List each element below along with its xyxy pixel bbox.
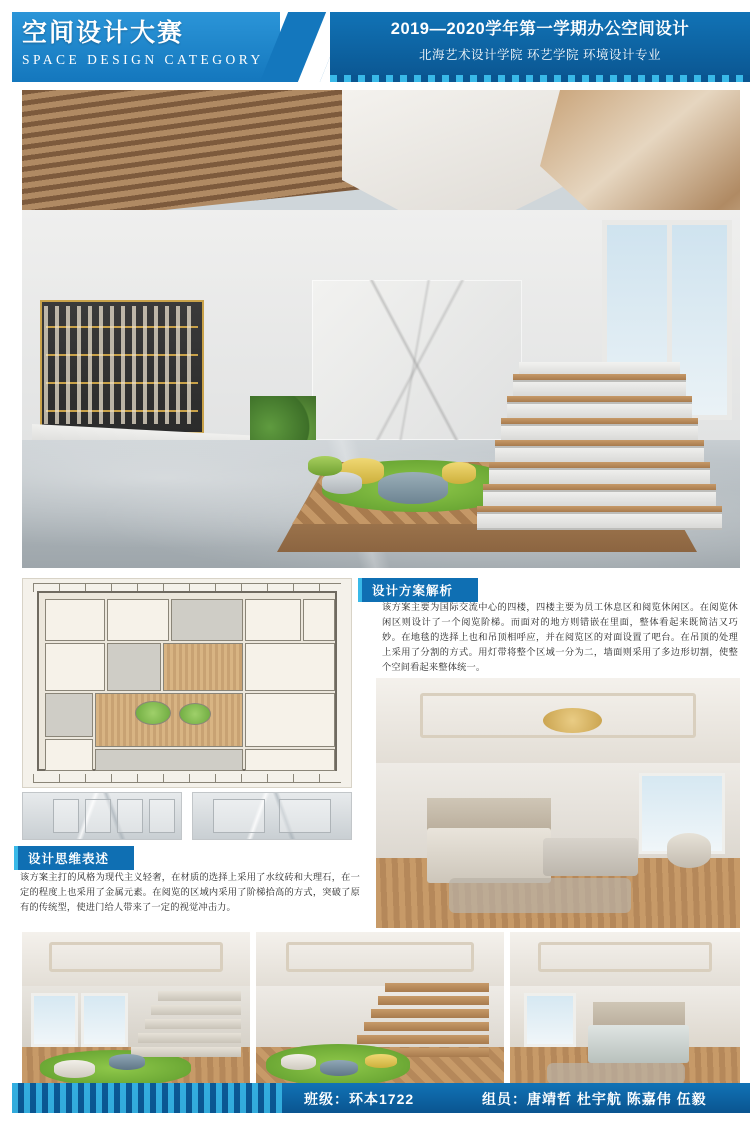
elevation-panel (149, 799, 175, 833)
floor-plan (22, 578, 352, 788)
poster-title-cn: 空间设计大赛 (22, 19, 185, 47)
hero-pouf (378, 472, 448, 504)
elevation-drawing-a (22, 792, 182, 840)
lounge-pouf (109, 1054, 145, 1070)
reading-stairs-rendering (256, 932, 504, 1092)
hero-pouf (308, 456, 342, 476)
class-label: 班级：环本1722 (304, 1091, 415, 1107)
guestroom-rendering (510, 932, 740, 1092)
plan-dimension-bottom (33, 774, 341, 783)
plan-room (245, 749, 335, 771)
bedroom-rug (449, 878, 631, 913)
elevation-panel (53, 799, 79, 833)
elevation-panel (117, 799, 143, 833)
section-text-thinking: 该方案主打的风格为现代主义轻奢，在材质的选择上采用了水纹砖和大理石，在一定的程度上也采用了金属元素。在阅览的区域内采用了阶梯拾高的方式，突破了原有的传统型，使进门给人带来了一定的视觉冲击力。 (20, 872, 360, 912)
guestroom-ceiling (510, 932, 740, 986)
reading-pouf (365, 1054, 397, 1068)
plan-room (245, 643, 335, 691)
hero-ceiling-slats (22, 90, 362, 225)
members-label: 组员：唐靖哲 杜宇航 陈嘉伟 伍毅 (482, 1091, 707, 1107)
plan-room (245, 599, 301, 641)
plan-room (163, 643, 243, 691)
bedroom-rendering (376, 678, 740, 928)
plan-outline (37, 591, 337, 771)
lounge-rendering (22, 932, 250, 1092)
plan-room (45, 643, 105, 691)
plan-room (45, 599, 105, 641)
lounge-pouf (54, 1060, 95, 1078)
hero-rendering (22, 90, 740, 568)
plan-planting (179, 703, 211, 725)
hero-stair-treads-wood (477, 362, 722, 532)
guestroom-rug (547, 1063, 685, 1084)
bedroom-chandelier (543, 708, 601, 733)
plan-room (171, 599, 243, 641)
section-text-scheme: 该方案主要为国际交流中心的四楼，四楼主要为员工休息区和阅览休闲区。在阅览休闲区则设计了一个阅览阶梯。而面对的地方则错嵌在里面，整体看起来既简洁又巧妙。在地毯的选择上也和吊顶相呼应，并在阅览区的对面设置了吧台。在吊顶的处理上采用了分割的方式。用灯带将整个区域一分为二，墙面则采用了多边形切割，使整个空间看起来整体统一。 (382, 602, 738, 672)
reading-stairs (350, 967, 489, 1057)
guestroom-bed (588, 1025, 689, 1063)
header-subtitle-block (330, 12, 750, 82)
header-title-block (12, 12, 280, 82)
reading-pouf (320, 1060, 357, 1076)
guestroom-window (524, 993, 576, 1047)
section-title-scheme: 设计方案解析 (358, 578, 478, 602)
course-title: 2019—2020学年第一学期办公空间设计 (390, 20, 690, 38)
plan-room (95, 693, 243, 747)
school-info: 北海艺术设计学院 环艺学院 环境设计专业 (419, 48, 661, 62)
plan-room (107, 643, 161, 691)
bedroom-sofa (543, 838, 638, 876)
plan-room (245, 693, 335, 747)
plan-planting (135, 701, 171, 725)
lounge-stairs (131, 977, 240, 1057)
plan-room (303, 599, 335, 641)
elevation-panel (213, 799, 265, 833)
reading-pouf (281, 1054, 316, 1070)
hero-pouf (442, 462, 476, 484)
elevation-drawing-b (192, 792, 352, 840)
plan-room (45, 693, 93, 737)
plan-room (95, 749, 243, 771)
poster-header (12, 12, 750, 82)
poster-footer (12, 1083, 750, 1113)
header-right-stripes (330, 75, 750, 82)
lounge-window (81, 993, 128, 1047)
poster-title-en: SPACE DESIGN CATEGORY (22, 52, 264, 67)
bedroom-armchair (667, 833, 711, 868)
plan-room (45, 739, 93, 771)
section-title-thinking: 设计思维表述 (14, 846, 134, 870)
elevation-panel (85, 799, 111, 833)
footer-stripes (12, 1083, 282, 1113)
lounge-window (31, 993, 78, 1047)
bedroom-bed (427, 828, 551, 883)
elevation-panel (279, 799, 331, 833)
plan-room (107, 599, 169, 641)
hero-bottles (44, 306, 196, 424)
